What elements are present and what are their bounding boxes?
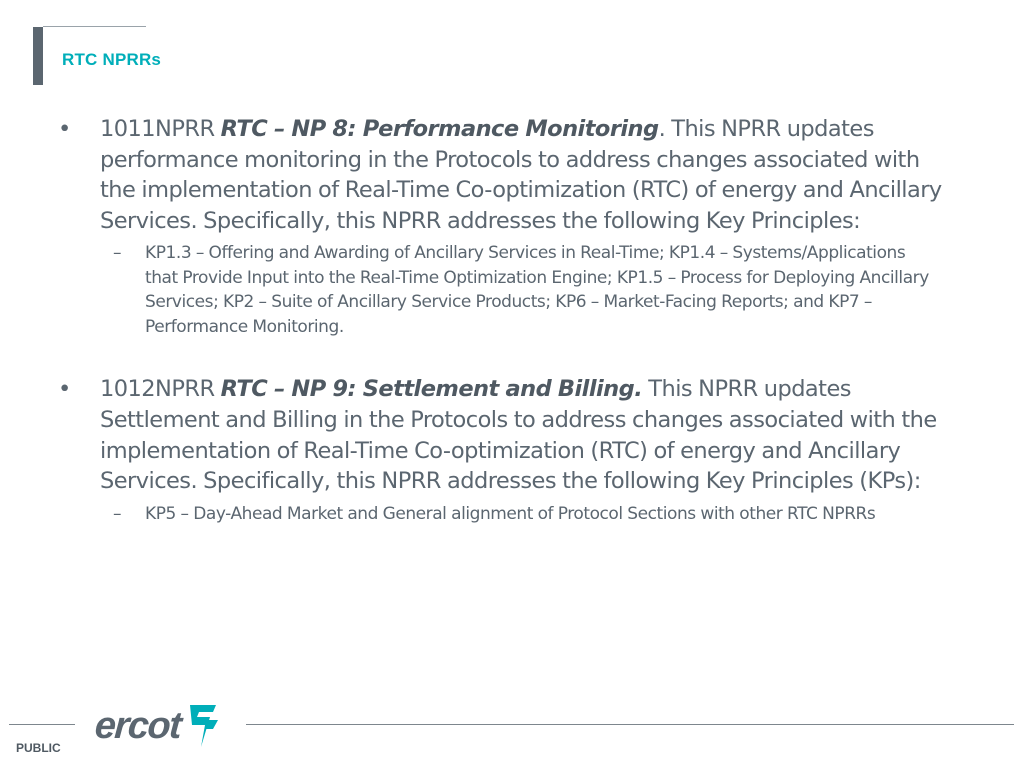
- footer-rule-left: [9, 724, 75, 725]
- sub-item-1012nprr: [58, 502, 935, 527]
- bullet-icon: •: [58, 376, 71, 403]
- nprr-title: RTC – NP 9: Settlement and Billing.: [220, 376, 643, 403]
- logo-wordmark: ercot: [93, 705, 182, 747]
- ercot-logo: [95, 700, 220, 752]
- dash-icon: –: [113, 503, 122, 524]
- key-principles-text: KP1.3 – Offering and Awarding of Ancillary Services in Real-Time; KP1.4 – Systems/Applications that Provide Input into the Real-Time Optimization Engine; KP1.5 – Process for Deploying Ancillary Services; KP2 – Suite of Ancillary Service Products; KP6 – Market-Facing Reports; and KP7 – Performance Monitoring.: [145, 243, 929, 337]
- nprr-number: 1011NPRR: [100, 116, 221, 142]
- classification-label: PUBLIC: [16, 741, 61, 755]
- key-principles-text: KP5 – Day-Ahead Market and General alignment of Protocol Sections with other RTC NPRRs: [145, 503, 876, 524]
- nprr-title: RTC – NP 8: Performance Monitoring: [220, 116, 659, 142]
- nprr-description: This NPRR updates Settlement and Billing in the Protocols to address changes associated with the implementation of Real-Time Co-optimization (RTC) of energy and Ancillary Services. Specifically, this NPRR addresses the following Key Principles (KPs):: [100, 376, 937, 495]
- slide-content: [58, 114, 958, 526]
- ercot-star-icon: [186, 701, 220, 751]
- bullet-item-1012nprr: [58, 374, 958, 496]
- footer-rule-right: [246, 724, 1014, 725]
- sub-item-1011nprr: [58, 241, 935, 339]
- title-accent-bar: [33, 27, 43, 85]
- page-title: RTC NPRRs: [62, 50, 162, 69]
- bullet-item-1011nprr: [58, 114, 958, 236]
- spacer: [58, 339, 958, 374]
- title-top-rule: [43, 26, 146, 27]
- bullet-icon: •: [58, 116, 71, 142]
- nprr-description: . This NPRR updates performance monitoring in the Protocols to address changes associated with the implementation of Real-Time Co-optimization (RTC) of energy and Ancillary Services. Specifically, this NPRR addresses the following Key Principles:: [100, 116, 942, 234]
- nprr-number: 1012NPRR: [100, 376, 221, 403]
- dash-icon: –: [113, 243, 122, 264]
